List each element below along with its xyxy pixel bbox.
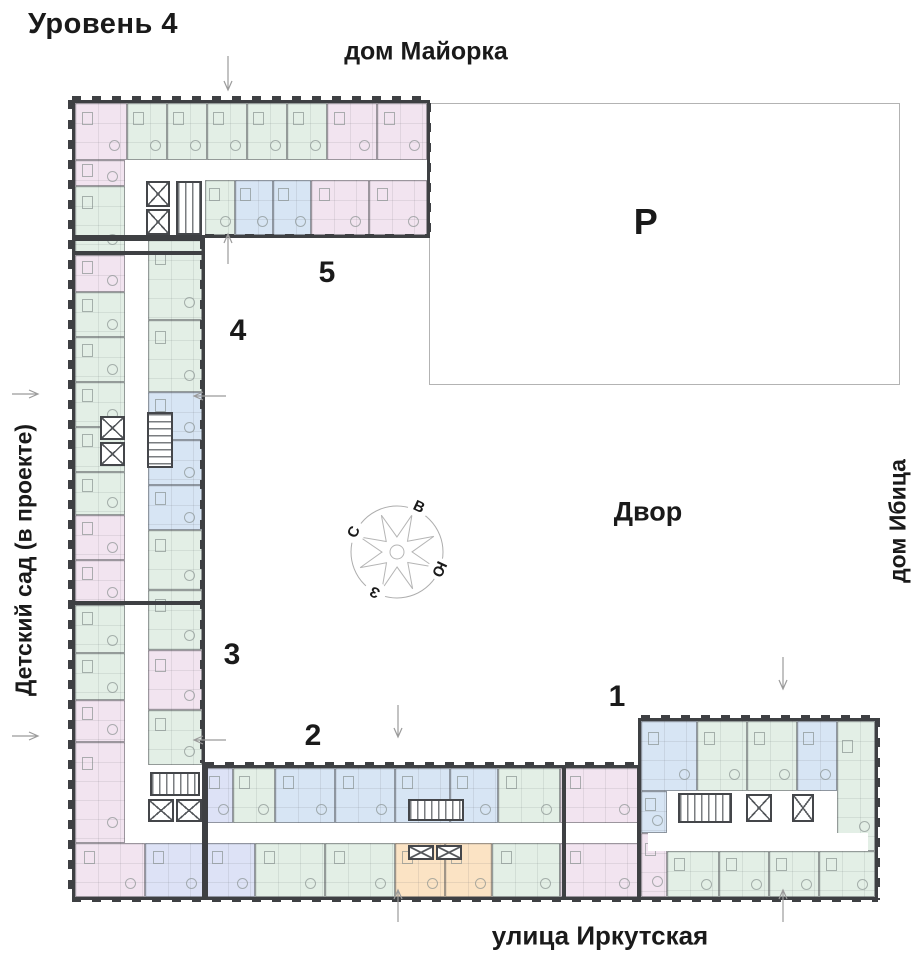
section-number: 5 xyxy=(318,256,336,289)
section-number: 4 xyxy=(229,314,247,347)
building-outline xyxy=(205,765,640,900)
compass-south: Ю xyxy=(428,558,450,580)
label-building-ibiza: дом Ибица xyxy=(884,459,911,583)
label-courtyard: Двор xyxy=(613,496,683,527)
compass-west: З xyxy=(367,582,383,602)
label-kindergarten: Детский сад (в проекте) xyxy=(10,423,37,697)
building-outline xyxy=(638,718,878,900)
label-building-mayorka: дом Майорка xyxy=(344,37,508,66)
parking-label: Р xyxy=(633,200,658,242)
page-title: Уровень 4 xyxy=(28,8,178,40)
compass-east: В xyxy=(410,497,428,517)
building-outline xyxy=(72,100,430,238)
label-street-irkutskaya: улица Иркутская xyxy=(491,920,709,951)
section-number: 2 xyxy=(304,719,322,752)
building-outline xyxy=(72,238,205,900)
compass-rose xyxy=(342,497,452,607)
section-number: 3 xyxy=(223,638,241,671)
compass-north: С xyxy=(344,523,364,541)
section-number: 1 xyxy=(608,680,626,713)
